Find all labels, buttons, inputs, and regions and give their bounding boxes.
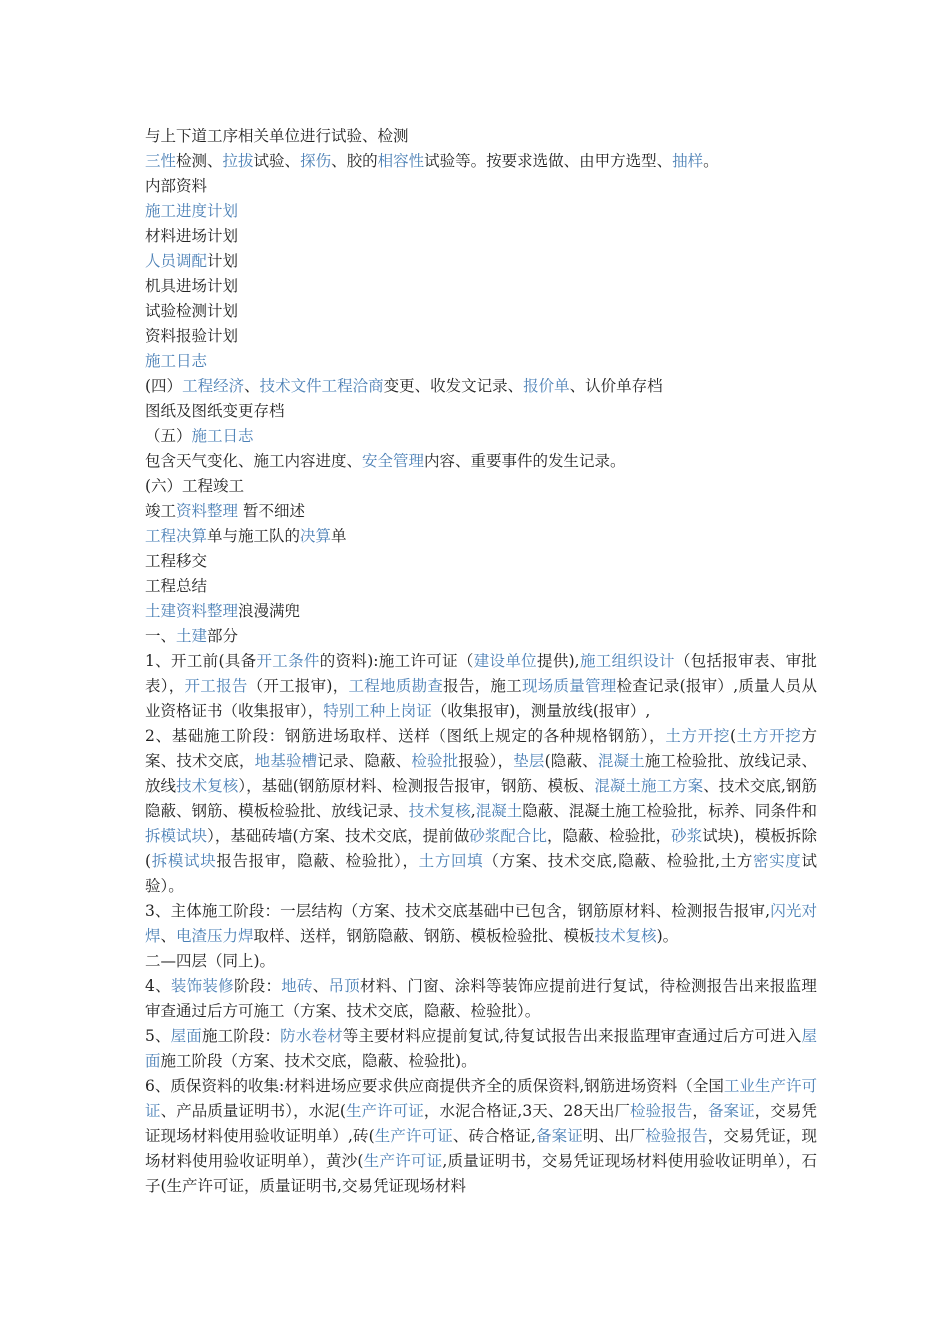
- text-line: [145, 499, 817, 524]
- text-line: [145, 224, 817, 249]
- hyperlink[interactable]: 决算: [300, 527, 332, 545]
- hyperlink[interactable]: 混凝土: [475, 802, 523, 820]
- hyperlink[interactable]: 土建: [176, 627, 208, 645]
- hyperlink[interactable]: 工程洽商: [321, 377, 384, 395]
- paragraph: [145, 724, 817, 899]
- hyperlink[interactable]: 资料整理: [176, 502, 239, 520]
- hyperlink[interactable]: 开工条件: [256, 652, 320, 670]
- text-segment: 4、: [145, 977, 171, 995]
- hyperlink[interactable]: 三性: [145, 152, 177, 170]
- text-segment: 2、基础施工阶段：钢筋进场取样、送样（图纸上规定的各种规格钢筋），: [145, 727, 666, 745]
- text-segment: 、: [244, 377, 260, 395]
- hyperlink[interactable]: 混凝土: [597, 752, 645, 770]
- text-segment: 检查记录(报审）,质量人员从业资格证书（收集报审），: [145, 677, 817, 720]
- text-segment: 一、: [145, 627, 177, 645]
- text-line: [145, 324, 817, 349]
- text-segment: ,: [470, 802, 476, 820]
- text-segment: (四）: [145, 377, 183, 395]
- hyperlink[interactable]: 混凝土施工方案: [594, 777, 704, 795]
- text-segment: 、认价单存档: [569, 377, 663, 395]
- text-segment: 施工检验批、放线记录、放线: [145, 752, 817, 795]
- text-segment: （收集报审)，测量放线(报审）,: [431, 702, 651, 720]
- text-line: [145, 574, 817, 599]
- hyperlink[interactable]: 技术文件: [259, 377, 322, 395]
- text-segment: 等主要材料应提前复试,待复试报告出来报监理审查通过后方可进入: [342, 1027, 802, 1045]
- text-segment: 5、: [145, 1027, 171, 1045]
- hyperlink[interactable]: 探伤: [300, 152, 332, 170]
- text-segment: (六）工程竣工: [145, 477, 245, 495]
- text-segment: 内容、重要事件的发生记录。: [424, 452, 626, 470]
- text-line: [145, 399, 817, 424]
- hyperlink[interactable]: 开工报告: [184, 677, 248, 695]
- text-segment: ，隐蔽、检验批，: [546, 827, 672, 845]
- text-segment: 6、质保资料的收集:材料进场应要求供应商提供齐全的质保资料,钢筋进场资料（全国: [145, 1077, 724, 1095]
- text-segment: 试验检测计划: [145, 302, 239, 320]
- text-line: [145, 124, 817, 149]
- text-segment: 单与施工队的: [207, 527, 301, 545]
- text-segment: 竣工: [145, 502, 177, 520]
- paragraphs: [145, 649, 817, 1199]
- text-segment: 图纸及图纸变更存档: [145, 402, 285, 420]
- hyperlink[interactable]: 报价单: [523, 377, 570, 395]
- text-line: [145, 149, 817, 174]
- text-segment: ，交易凭证现场材料使用验收证明单）,砖(: [145, 1102, 817, 1145]
- text-line: [145, 524, 817, 549]
- text-segment: 、: [160, 927, 177, 945]
- hyperlink[interactable]: 土方开挖: [665, 727, 731, 745]
- hyperlink[interactable]: 人员调配: [145, 252, 208, 270]
- text-segment: 试验、: [253, 152, 301, 170]
- text-segment: 计划: [207, 252, 239, 270]
- hyperlink[interactable]: 特别工种上岗证: [323, 702, 432, 720]
- text-segment: (隐蔽、: [544, 752, 598, 770]
- paragraph: [145, 649, 817, 724]
- text-line: [145, 374, 817, 399]
- hyperlink[interactable]: 生产许可证: [345, 1102, 424, 1120]
- text-segment: 试验）。: [145, 852, 817, 895]
- text-segment: 二—四层（同上)。: [145, 952, 276, 970]
- hyperlink[interactable]: 屋面: [145, 1027, 817, 1070]
- hyperlink[interactable]: 相容性: [377, 152, 425, 170]
- hyperlink[interactable]: 拆模试块: [151, 852, 217, 870]
- text-segment: (: [730, 727, 737, 745]
- text-segment: 阶段：: [233, 977, 282, 995]
- text-segment: 、产品质量证明书），水泥(: [160, 1102, 346, 1120]
- hyperlink[interactable]: 砂浆: [671, 827, 703, 845]
- paragraph: [145, 949, 817, 974]
- text-segment: 的资料):施工许可证（: [319, 652, 474, 670]
- text-segment: 、胶的: [331, 152, 378, 170]
- text-segment: ,质量证明书，交易凭证现场材料使用验收证明单），石子(生产许可证，质量证明书,交易凭证现场材料: [145, 1152, 817, 1195]
- hyperlink[interactable]: 地砖: [281, 977, 313, 995]
- hyperlink[interactable]: 生产许可证: [374, 1127, 453, 1145]
- hyperlink[interactable]: 技术复核: [594, 927, 657, 945]
- text-segment: ，交易凭证，现场材料使用验收证明单），黄沙(: [145, 1127, 817, 1170]
- text-line: [145, 549, 817, 574]
- hyperlink[interactable]: 检验报告: [645, 1127, 708, 1145]
- hyperlink[interactable]: 工程经济: [182, 377, 245, 395]
- text-segment: 、技术交底,钢筋隐蔽、钢筋、模板检验批、放线记录、: [145, 777, 817, 820]
- hyperlink[interactable]: 施工进度计划: [145, 202, 239, 220]
- text-segment: 施工阶段（方案、技术交底，隐蔽、检验批)。: [160, 1052, 477, 1070]
- hyperlink[interactable]: 密实度: [752, 852, 802, 870]
- hyperlink[interactable]: 建设单位: [473, 652, 537, 670]
- hyperlink[interactable]: 技术复核: [408, 802, 471, 820]
- paragraph: [145, 1024, 817, 1074]
- hyperlink[interactable]: 电渣压力焊: [176, 927, 254, 945]
- text-line: [145, 599, 817, 624]
- hyperlink[interactable]: 土建资料整理: [145, 602, 239, 620]
- text-line: [145, 274, 817, 299]
- hyperlink[interactable]: 生产许可证: [363, 1152, 443, 1170]
- hyperlink[interactable]: 检验批: [411, 752, 459, 770]
- text-segment: 工程移交: [145, 552, 208, 570]
- text-segment: ，: [692, 1102, 708, 1120]
- hyperlink[interactable]: 备案证: [707, 1102, 755, 1120]
- text-segment: 工程总结: [145, 577, 208, 595]
- text-segment: 试验等。按要求选做、由甲方选型、: [424, 152, 673, 170]
- text-segment: 材料进场计划: [145, 227, 239, 245]
- hyperlink[interactable]: 检验报告: [630, 1102, 693, 1120]
- hyperlink[interactable]: 备案证: [535, 1127, 583, 1145]
- hyperlink[interactable]: 地基验槽: [254, 752, 318, 770]
- text-segment: 机具进场计划: [145, 277, 239, 295]
- text-segment: 施工阶段：: [201, 1027, 281, 1045]
- hyperlink[interactable]: 施工组织设计: [579, 652, 675, 670]
- hyperlink[interactable]: 施工日志: [145, 352, 208, 370]
- hyperlink[interactable]: 工业生产许可证: [145, 1077, 817, 1120]
- text-segment: 变更、收发文记录、: [383, 377, 524, 395]
- hyperlink[interactable]: 工程决算: [145, 527, 208, 545]
- text-line: [145, 349, 817, 374]
- text-segment: 记录、隐蔽、: [317, 752, 412, 770]
- text-segment: 部分: [207, 627, 239, 645]
- text-line: [145, 474, 817, 499]
- text-segment: 试块)，模板拆除(: [145, 827, 817, 870]
- text-segment: 、砖合格证,: [452, 1127, 536, 1145]
- text-segment: 内部资料: [145, 177, 208, 195]
- hyperlink[interactable]: 吊顶: [328, 977, 361, 995]
- paragraph: [145, 899, 817, 949]
- text-segment: 提供),: [537, 652, 580, 670]
- hyperlink[interactable]: 现场质量管理: [521, 677, 617, 695]
- text-line: [145, 174, 817, 199]
- hyperlink[interactable]: 屋面: [170, 1027, 202, 1045]
- paragraph: [145, 1074, 817, 1199]
- text-line: [145, 249, 817, 274]
- text-segment: 浪漫满兜: [238, 602, 301, 620]
- text-segment: 包含天气变化、施工内容进度、: [145, 452, 363, 470]
- text-segment: 暂不细述: [238, 502, 305, 520]
- hyperlink[interactable]: 拆模试块: [145, 827, 208, 845]
- text-segment: 检测、: [176, 152, 223, 170]
- hyperlink[interactable]: 技术复核: [176, 777, 239, 795]
- text-segment: )。: [656, 927, 679, 945]
- text-line: [145, 199, 817, 224]
- hyperlink[interactable]: 防水卷材: [280, 1027, 343, 1045]
- hyperlink[interactable]: 砂浆配合比: [469, 827, 547, 845]
- text-line: [145, 424, 817, 449]
- text-segment: 与上下道工序相关单位进行试验、检测: [145, 127, 409, 145]
- text-segment: 资料报验计划: [145, 327, 239, 345]
- hyperlink[interactable]: 垫层: [513, 752, 545, 770]
- text-segment: ，水泥合格证,3天、28天出厂: [423, 1102, 630, 1120]
- text-segment: 、: [312, 977, 329, 995]
- hyperlink[interactable]: 拉拔: [222, 152, 254, 170]
- text-segment: 3、主体施工阶段：一层结构（方案、技术交底基础中已包含，钢筋原材料、检测报告报审,: [145, 902, 771, 920]
- text-segment: 明、出厂: [582, 1127, 646, 1145]
- text-line: [145, 449, 817, 474]
- hyperlink[interactable]: 土方开挖: [736, 727, 802, 745]
- hyperlink[interactable]: 抽样: [672, 152, 704, 170]
- short-lines: [145, 124, 817, 649]
- text-line: [145, 299, 817, 324]
- text-segment: （包括报审表、审批表），: [145, 652, 817, 695]
- text-segment: 材料、门窗、涂料等装饰应提前进行复试，待检测报告出来报监理审查通过后方可施工（方案、技术交底，隐蔽、检验批）。: [145, 977, 817, 1020]
- text-segment: 报告，施工: [443, 677, 522, 695]
- text-segment: 报验），: [458, 752, 514, 770]
- hyperlink[interactable]: 土方回填: [418, 852, 484, 870]
- text-segment: （方案、技术交底,隐蔽、检验批,土方: [483, 852, 753, 870]
- text-segment: ），基础(钢筋原材料、检测报告报审，钢筋、模板、: [238, 777, 595, 795]
- text-segment: 报告报审，隐蔽、检验批），: [216, 852, 419, 870]
- text-segment: 方案、技术交底，: [145, 727, 817, 770]
- text-segment: （开工报审)，: [247, 677, 349, 695]
- hyperlink[interactable]: 施工日志: [191, 427, 254, 445]
- text-segment: 。: [703, 152, 719, 170]
- text-segment: 隐蔽、混凝土施工检验批，标养、同条件和: [522, 802, 817, 820]
- text-line: [145, 624, 817, 649]
- text-segment: 取样、送样，钢筋隐蔽、钢筋、模板检验批、模板: [253, 927, 595, 945]
- hyperlink[interactable]: 工程地质勘查: [348, 677, 444, 695]
- text-segment: 单: [331, 527, 347, 545]
- document-page: [145, 124, 817, 1199]
- hyperlink[interactable]: 闪光对焊: [145, 902, 817, 945]
- text-segment: ），基础砖墙(方案、技术交底，提前做: [207, 827, 470, 845]
- text-segment: （五）: [145, 427, 192, 445]
- paragraph: [145, 974, 817, 1024]
- hyperlink[interactable]: 安全管理: [362, 452, 425, 470]
- text-segment: 1、开工前(具备: [145, 652, 257, 670]
- hyperlink[interactable]: 装饰装修: [170, 977, 234, 995]
